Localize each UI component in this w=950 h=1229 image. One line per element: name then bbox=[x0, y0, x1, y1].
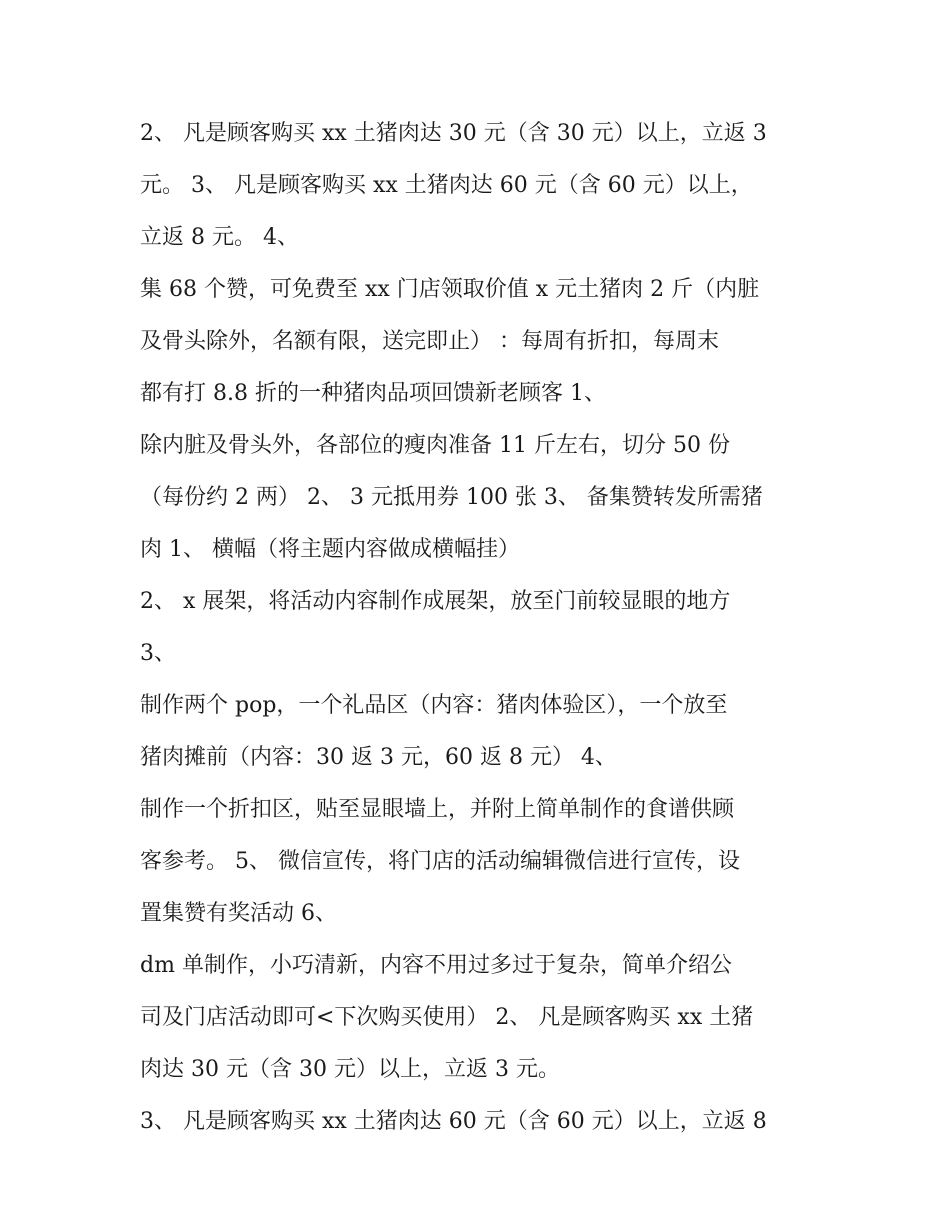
text-line: 3、 bbox=[140, 641, 176, 666]
text-line: 集 68 个赞，可免费至 xx 门店领取价值 x 元土猪肉 2 斤（内脏 bbox=[140, 277, 760, 302]
text-line: 肉 1、 横幅（将主题内容做成横幅挂） bbox=[140, 537, 520, 562]
text-line: 除内脏及骨头外，各部位的瘦肉准备 11 斤左右，切分 50 份 bbox=[140, 433, 730, 458]
text-line: 2、 x 展架，将活动内容制作成展架，放至门前较显眼的地方 bbox=[140, 589, 731, 614]
text-line: 3、 凡是顾客购买 xx 土猪肉达 60 元（含 60 元）以上，立返 8 bbox=[140, 1109, 767, 1134]
text-line: 2、 凡是顾客购买 xx 土猪肉达 30 元（含 30 元）以上，立返 3 bbox=[140, 121, 767, 146]
text-line: 制作一个折扣区，贴至显眼墙上，并附上简单制作的食谱供顾 bbox=[140, 797, 735, 822]
text-line: 都有打 8.8 折的一种猪肉品项回馈新老顾客 1、 bbox=[140, 381, 606, 406]
text-line: 元。 3、 凡是顾客购买 xx 土猪肉达 60 元（含 60 元）以上， bbox=[140, 173, 753, 198]
text-line: 立返 8 元。 4、 bbox=[140, 225, 299, 250]
text-line: 制作两个 pop，一个礼品区（内容：猪肉体验区），一个放至 bbox=[140, 693, 728, 718]
text-line: dm 单制作，小巧清新，内容不用过多过于复杂，简单介绍公 bbox=[140, 953, 732, 978]
text-line: （每份约 2 两） 2、 3 元抵用券 100 张 3、 备集赞转发所需猪 bbox=[140, 485, 763, 510]
text-line: 肉达 30 元（含 30 元）以上，立返 3 元。 bbox=[140, 1057, 560, 1082]
text-line: 置集赞有奖活动 6、 bbox=[140, 901, 337, 926]
document-body bbox=[140, 108, 820, 1148]
text-line: 及骨头除外，名额有限，送完即止） ：每周有折扣，每周末 bbox=[140, 329, 719, 354]
text-line: 客参考。 5、 微信宣传，将门店的活动编辑微信进行宣传，设 bbox=[140, 849, 740, 874]
text-line: 猪肉摊前（内容：30 返 3 元，60 返 8 元） 4、 bbox=[140, 745, 617, 770]
text-line: 司及门店活动即可<下次购买使用） 2、 凡是顾客购买 xx 土猪 bbox=[140, 1005, 754, 1030]
